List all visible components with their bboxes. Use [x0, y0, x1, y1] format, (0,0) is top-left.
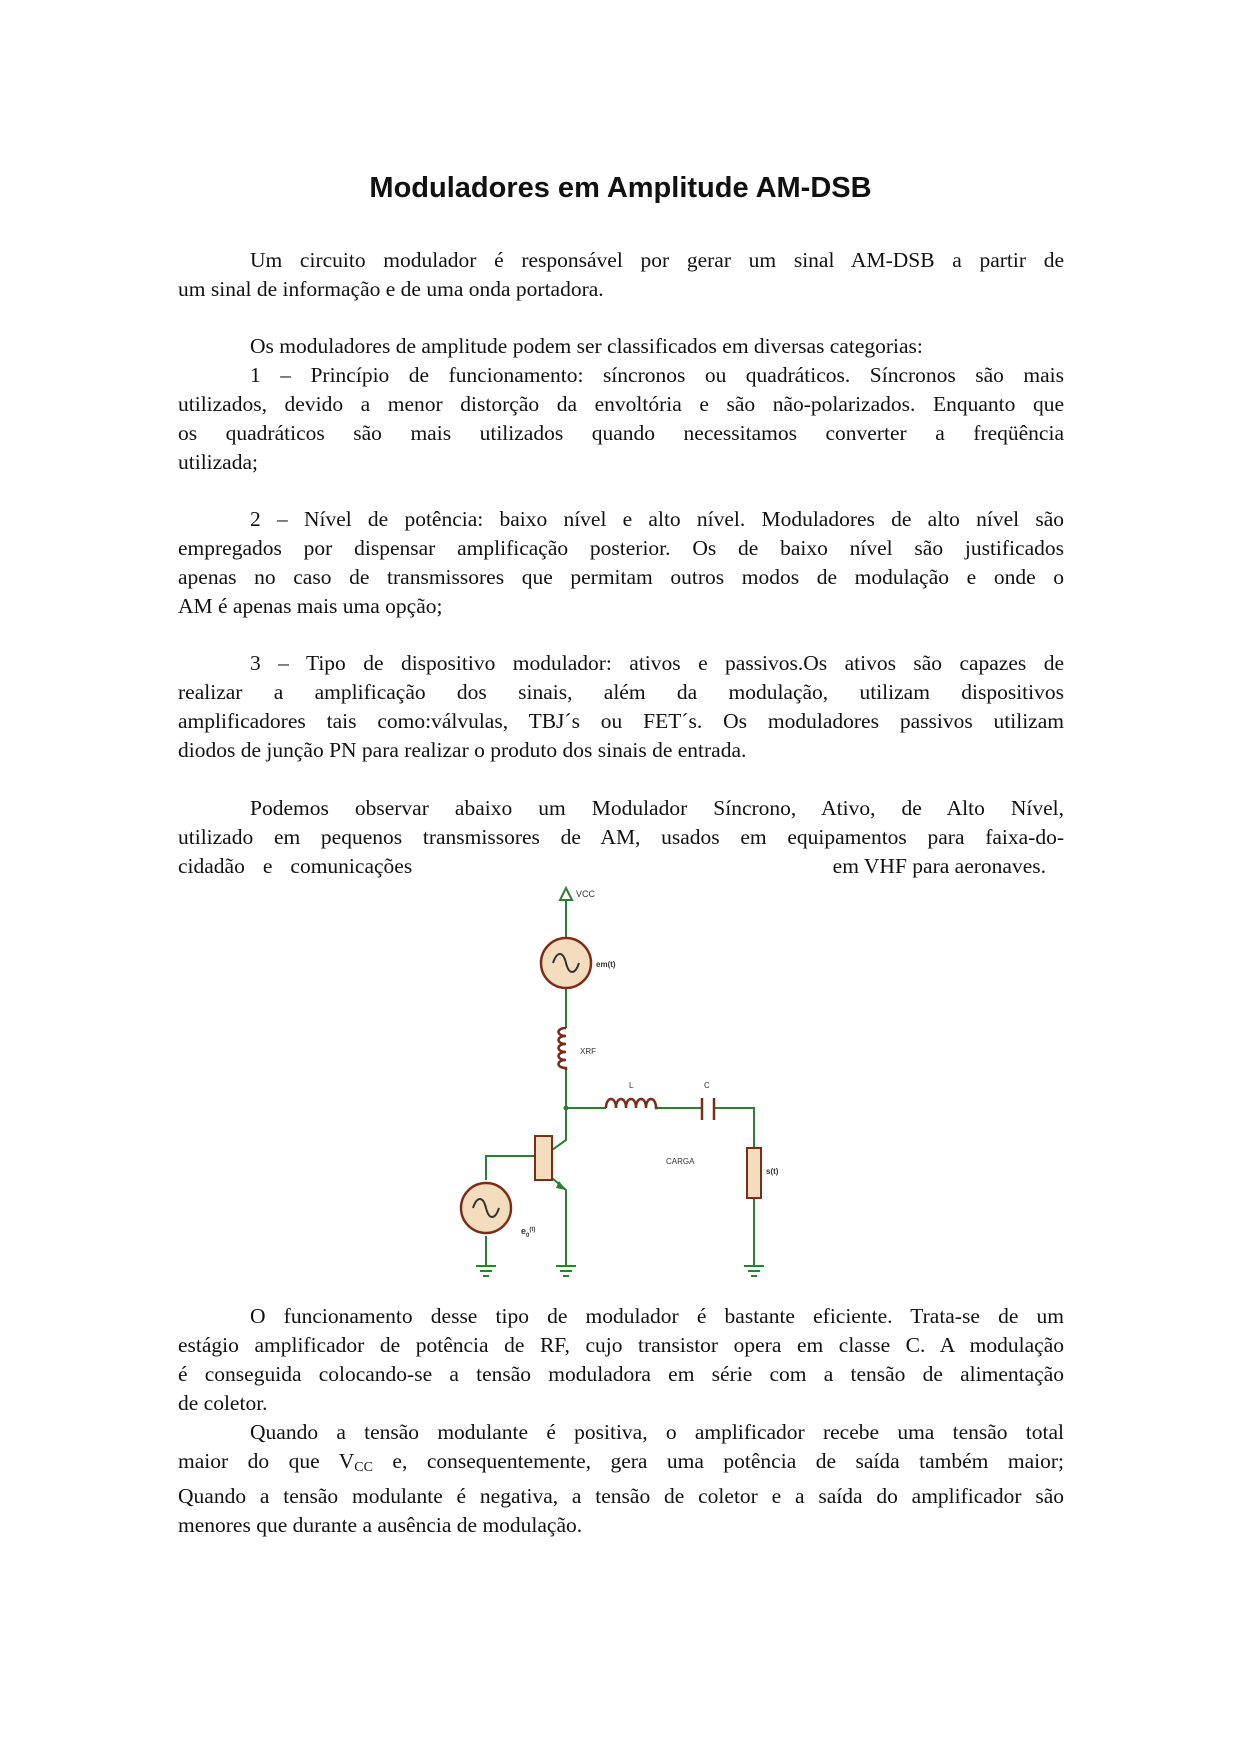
inductor-l-icon: [606, 1099, 658, 1108]
ground-icon: [744, 1266, 764, 1276]
label-e0: $e_0^{(t)}$: [521, 1226, 536, 1239]
text-line: AM é apenas mais uma opção;: [178, 594, 443, 618]
circuit-wires: [486, 900, 754, 1266]
text-line: estágio amplificador de potência de RF, cujo transistor opera em classe C. A modulação: [178, 1333, 1064, 1357]
label-l: L: [629, 1081, 634, 1090]
text-line: O funcionamento desse tipo de modulador é bastante eficiente. Trata-se de um: [250, 1304, 1064, 1328]
vcc-arrow-icon: [560, 888, 572, 900]
ground-icon: [476, 1266, 496, 1276]
text-line: utilizado em pequenos transmissores de AM, usados em equipamentos para faixa-do-: [178, 825, 1064, 849]
text-line: 2 – Nível de potência: baixo nível e alto nível. Moduladores de alto nível são: [250, 507, 1064, 531]
text-line: amplificadores tais como:válvulas, TBJ´s ou FET´s. Os moduladores passivos utilizam: [178, 709, 1064, 733]
paragraph-category-3: [178, 649, 1064, 765]
paragraph-intro: [178, 246, 1064, 304]
text-line-left: [178, 852, 412, 881]
ground-icon: [556, 1266, 576, 1276]
word: cidadão: [178, 854, 245, 878]
capacitor-c-icon: [702, 1098, 714, 1120]
text-line: Os moduladores de amplitude podem ser classificados em diversas categorias:: [250, 334, 923, 358]
label-s: s(t): [766, 1167, 779, 1176]
text-line: Quando a tensão modulante é positiva, o amplificador recebe uma tensão total: [250, 1420, 1064, 1444]
page-title: Moduladores em Amplitude AM-DSB: [369, 172, 872, 204]
ac-source-em-icon: [541, 938, 591, 988]
label-vcc: VCC: [576, 889, 596, 899]
text-line: apenas no caso de transmissores que permitam outros modos de modulação e onde o: [178, 565, 1064, 589]
paragraph-observe: [178, 794, 1064, 852]
ac-source-e0-icon: [461, 1183, 511, 1233]
paragraph-categories-intro: [178, 332, 1064, 361]
text-line: [178, 1447, 1064, 1482]
junction-node: [564, 1106, 569, 1111]
inductor-xrf-icon: [559, 1028, 567, 1070]
label-xrf: XRF: [580, 1047, 596, 1056]
wire-emitter: [552, 1178, 566, 1266]
word: comunicações: [290, 854, 413, 878]
resistor-load-icon: [747, 1148, 761, 1198]
text-line: de coletor.: [178, 1391, 268, 1415]
text-line: realizar a amplificação dos sinais, além da modulação, utilizam dispositivos: [178, 680, 1064, 704]
text-line: menores que durante a ausência de modulação.: [178, 1513, 583, 1537]
label-c: C: [704, 1081, 710, 1090]
text-line: 1 – Princípio de funcionamento: síncronos ou quadráticos. Síncronos são mais: [250, 363, 1064, 387]
text-line: diodos de junção PN para realizar o produto dos sinais de entrada.: [178, 738, 747, 762]
text-fragment: maior do que V: [178, 1449, 355, 1473]
modulator-circuit-diagram: [452, 878, 792, 1288]
label-em: em(t): [596, 960, 616, 969]
text-line: utilizados, devido a menor distorção da envoltória e são não-polarizados. Enquanto que: [178, 392, 1064, 416]
subscript-cc: CC: [354, 1460, 373, 1475]
wire-base: [486, 1156, 535, 1180]
word: e: [262, 854, 273, 878]
label-carga: CARGA: [666, 1157, 695, 1166]
text-line: Podemos observar abaixo um Modulador Síncrono, Ativo, de Alto Nível,: [250, 796, 1064, 820]
text-line: é conseguida colocando-se a tensão moduladora em série com a tensão de alimentação: [178, 1362, 1064, 1386]
paragraph-operation: [178, 1302, 1064, 1418]
text-line: os quadráticos são mais utilizados quando necessitamos converter a freqüência: [178, 421, 1064, 445]
text-line: empregados por dispensar amplificação posterior. Os de baixo nível são justificados: [178, 536, 1064, 560]
paragraph-category-1: [178, 361, 1064, 477]
wire-node-to-collector: [552, 1108, 566, 1150]
text-line-right: em VHF para aeronaves.: [832, 854, 1046, 878]
text-fragment: e, consequentemente, gera uma potência de saída também maior;: [372, 1449, 1064, 1473]
paragraph-modulating-voltage: [178, 1418, 1064, 1540]
text-line: Um circuito modulador é responsável por gerar um sinal AM-DSB a partir de: [250, 248, 1064, 272]
text-line: um sinal de informação e de uma onda portadora.: [178, 277, 604, 301]
text-line: Quando a tensão modulante é negativa, a tensão de coletor e a saída do amplificador são: [178, 1484, 1064, 1508]
paragraph-category-2: [178, 505, 1064, 621]
text-line: 3 – Tipo de dispositivo modulador: ativos e passivos.Os ativos são capazes de: [250, 651, 1064, 675]
wire-c-to-load: [714, 1108, 754, 1148]
text-line: utilizada;: [178, 450, 258, 474]
